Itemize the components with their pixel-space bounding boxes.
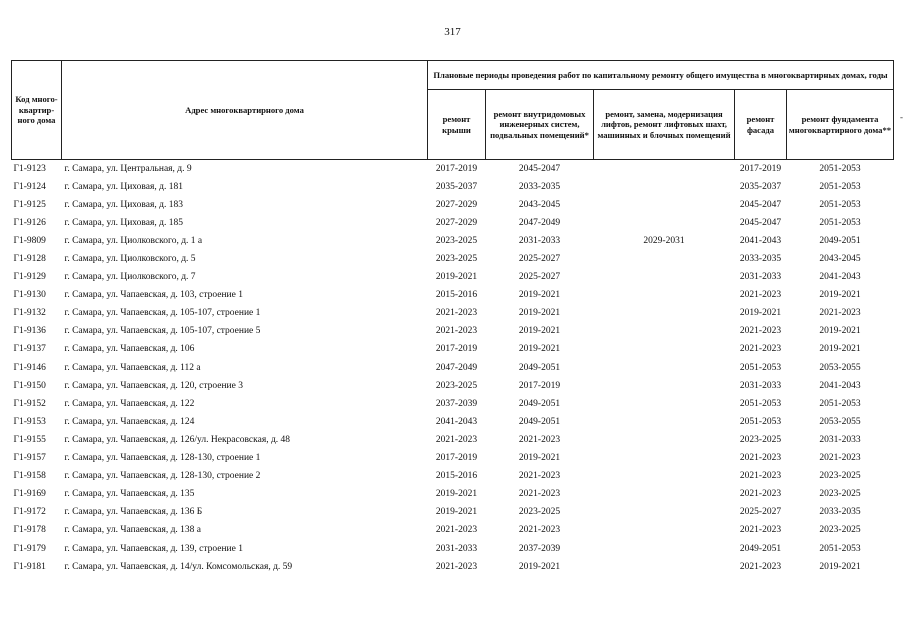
cell-address: г. Самара, ул. Чапаевская, д. 138 а: [64, 525, 201, 536]
header-facade: ремонт фасада: [735, 90, 787, 160]
cell-foundation: 2041-2043: [819, 272, 861, 283]
cell-roof: 2031-2033: [435, 543, 478, 554]
table-row: [12, 359, 894, 377]
table-row: [12, 413, 894, 431]
cell-address: г. Самара, ул. Чапаевская, д. 120, строение 3: [64, 380, 243, 391]
cell-code: Г1-9809: [13, 235, 46, 246]
cell-lifts: [594, 359, 735, 377]
cell-facade: 2045-2047: [739, 199, 782, 210]
cell-foundation: 2019-2021: [819, 326, 861, 337]
cell-foundation: 2031-2033: [819, 434, 861, 445]
table-row: [12, 214, 894, 232]
cell-facade: 2021-2023: [739, 344, 782, 355]
cell-roof: 2021-2023: [435, 326, 478, 337]
cell-systems: 2025-2027: [518, 272, 561, 283]
cell-lifts: [594, 504, 735, 522]
cell-facade: 2045-2047: [739, 217, 782, 228]
cell-systems: 2037-2039: [518, 543, 561, 554]
cell-address: г. Самара, ул. Циолковского, д. 7: [64, 272, 196, 283]
table-row: [12, 522, 894, 540]
cell-roof: 2019-2021: [435, 489, 478, 500]
cell-lifts: [594, 558, 735, 576]
cell-foundation: 2019-2021: [819, 561, 861, 572]
table-row: [12, 160, 894, 179]
cell-facade: 2051-2053: [739, 398, 782, 409]
header-periods: Плановые периоды проведения работ по капитальному ремонту общего имущества в многоквартирных домах, годы: [428, 61, 894, 90]
cell-address: г. Самара, ул. Чапаевская, д. 105-107, строение 5: [64, 326, 261, 337]
header-systems: ремонт внутридомовых инженерных систем, подвальных помещений*: [486, 90, 594, 160]
cell-facade: 2021-2023: [739, 489, 782, 500]
cell-lifts: 2029-2031: [643, 235, 685, 246]
cell-facade: 2025-2027: [739, 507, 782, 518]
cell-address: г. Самара, ул. Чапаевская, д. 124: [64, 416, 195, 427]
table-row: [12, 504, 894, 522]
cell-systems: 2031-2033: [518, 235, 561, 246]
cell-roof: 2041-2043: [435, 416, 478, 427]
cell-foundation: 2051-2053: [819, 217, 861, 228]
header-foundation: ремонт фундамента многоквартирного дома**: [787, 90, 894, 160]
cell-code: Г1-9137: [13, 344, 46, 355]
cell-roof: 2023-2025: [435, 235, 478, 246]
cell-code: Г1-9126: [13, 217, 46, 228]
cell-address: г. Самара, ул. Чапаевская, д. 112 а: [64, 362, 201, 373]
cell-foundation: 2043-2045: [819, 254, 861, 265]
cell-lifts: [594, 341, 735, 359]
cell-code: Г1-9178: [13, 525, 46, 536]
cell-systems: 2049-2051: [518, 362, 561, 373]
cell-code: Г1-9158: [13, 471, 46, 482]
cell-systems: 2019-2021: [518, 453, 561, 464]
cell-systems: 2047-2049: [518, 217, 561, 228]
cell-foundation: 2021-2023: [819, 453, 861, 464]
cell-lifts: [594, 196, 735, 214]
cell-systems: 2045-2047: [518, 163, 561, 174]
cell-lifts: [594, 160, 735, 179]
page-number: 317: [444, 26, 461, 38]
cell-roof: 2019-2021: [435, 507, 478, 518]
cell-code: Г1-9153: [13, 416, 46, 427]
cell-address: г. Самара, ул. Циховая, д. 183: [64, 199, 183, 210]
table-row: [12, 431, 894, 449]
cell-lifts: [594, 214, 735, 232]
cell-address: г. Самара, ул. Циховая, д. 185: [64, 217, 183, 228]
cell-roof: 2021-2023: [435, 561, 478, 572]
table-row: [12, 540, 894, 558]
table-row: [12, 287, 894, 305]
cell-code: Г1-9172: [13, 507, 46, 518]
cell-systems: 2019-2021: [518, 561, 561, 572]
cell-facade: 2021-2023: [739, 471, 782, 482]
cell-address: г. Самара, ул. Чапаевская, д. 126/ул. Некрасовская, д. 48: [64, 434, 291, 445]
cell-facade: 2033-2035: [739, 254, 782, 265]
cell-foundation: 2051-2053: [819, 181, 861, 192]
cell-roof: 2015-2016: [435, 290, 478, 301]
table-row: [12, 323, 894, 341]
cell-foundation: 2019-2021: [819, 290, 861, 301]
header-lifts: ремонт, замена, модернизация лифтов, ремонт лифтовых шахт, машинных и блочных помещений: [594, 90, 735, 160]
cell-foundation: 2041-2043: [819, 380, 861, 391]
cell-facade: 2035-2037: [739, 181, 782, 192]
header-code: Код много-квартир-ного дома: [12, 61, 62, 160]
cell-foundation: 2023-2025: [819, 489, 861, 500]
cell-foundation: 2019-2021: [819, 344, 861, 355]
cell-roof: 2023-2025: [435, 380, 478, 391]
cell-systems: 2019-2021: [518, 308, 561, 319]
cell-code: Г1-9169: [13, 489, 46, 500]
cell-lifts: [594, 486, 735, 504]
cell-facade: 2021-2023: [739, 561, 782, 572]
cell-address: г. Самара, ул. Чапаевская, д. 14/ул. Комсомольская, д. 59: [64, 561, 293, 572]
cell-roof: 2027-2029: [435, 217, 478, 228]
cell-roof: 2019-2021: [435, 272, 478, 283]
cell-code: Г1-9130: [13, 290, 46, 301]
cell-facade: 2021-2023: [739, 525, 782, 536]
cell-code: Г1-9132: [13, 308, 46, 319]
cell-address: г. Самара, ул. Чапаевская, д. 128-130, строение 1: [64, 453, 261, 464]
table-row: [12, 558, 894, 576]
cell-facade: 2049-2051: [739, 543, 782, 554]
cell-code: Г1-9123: [13, 163, 46, 174]
cell-lifts: [594, 323, 735, 341]
cell-code: Г1-9181: [13, 561, 46, 572]
cell-systems: 2021-2023: [518, 434, 561, 445]
cell-address: г. Самара, ул. Чапаевская, д. 106: [64, 344, 195, 355]
cell-address: г. Самара, ул. Чапаевская, д. 105-107, строение 1: [64, 308, 261, 319]
cell-lifts: [594, 431, 735, 449]
table-row: [12, 341, 894, 359]
table-row: [12, 395, 894, 413]
cell-lifts: [594, 540, 735, 558]
table-row: [12, 232, 894, 250]
cell-roof: 2021-2023: [435, 434, 478, 445]
cell-roof: 2027-2029: [435, 199, 478, 210]
cell-foundation: 2051-2053: [819, 543, 861, 554]
cell-systems: 2033-2035: [518, 181, 561, 192]
cell-foundation: 2053-2055: [819, 416, 861, 427]
header-roof: ремонт крыши: [428, 90, 486, 160]
table-row: [12, 305, 894, 323]
cell-roof: 2017-2019: [435, 344, 478, 355]
cell-lifts: [594, 468, 735, 486]
cell-roof: 2021-2023: [435, 308, 478, 319]
cell-systems: 2049-2051: [518, 416, 561, 427]
cell-lifts: [594, 305, 735, 323]
cell-roof: 2047-2049: [435, 362, 478, 373]
cell-roof: 2035-2037: [435, 181, 478, 192]
cell-facade: 2041-2043: [739, 235, 782, 246]
cell-address: г. Самара, ул. Чапаевская, д. 103, строение 1: [64, 290, 243, 301]
cell-lifts: [594, 450, 735, 468]
cell-facade: 2051-2053: [739, 416, 782, 427]
cell-address: г. Самара, ул. Чапаевская, д. 139, строение 1: [64, 543, 243, 554]
cell-address: г. Самара, ул. Циолковского, д. 1 а: [64, 235, 203, 246]
cell-foundation: 2023-2025: [819, 525, 861, 536]
cell-code: Г1-9150: [13, 380, 46, 391]
cell-lifts: [594, 395, 735, 413]
cell-facade: 2023-2025: [739, 434, 782, 445]
cell-address: г. Самара, ул. Чапаевская, д. 136 Б: [64, 507, 203, 518]
cell-foundation: 2053-2055: [819, 362, 861, 373]
cell-code: Г1-9124: [13, 181, 46, 192]
cell-address: г. Самара, ул. Чапаевская, д. 128-130, строение 2: [64, 471, 261, 482]
cell-facade: 2021-2023: [739, 453, 782, 464]
cell-lifts: [594, 413, 735, 431]
cell-systems: 2025-2027: [518, 254, 561, 265]
table-row: [12, 250, 894, 268]
cell-code: Г1-9152: [13, 398, 46, 409]
table-body: [12, 160, 894, 577]
cell-facade: 2019-2021: [739, 308, 782, 319]
cell-code: Г1-9157: [13, 453, 46, 464]
cell-foundation: 2023-2025: [819, 471, 861, 482]
header-address: Адрес многоквартирного дома: [62, 61, 428, 160]
cell-roof: 2015-2016: [435, 471, 478, 482]
cell-systems: 2019-2021: [518, 290, 561, 301]
cell-address: г. Самара, ул. Центральная, д. 9: [64, 163, 192, 174]
cell-foundation: 2051-2053: [819, 163, 861, 174]
cell-foundation: 2051-2053: [819, 398, 861, 409]
cell-foundation: 2051-2053: [819, 199, 861, 210]
cell-systems: 2021-2023: [518, 525, 561, 536]
cell-facade: 2031-2033: [739, 380, 782, 391]
cell-lifts: [594, 377, 735, 395]
cell-foundation: 2049-2051: [819, 235, 861, 246]
cell-address: г. Самара, ул. Чапаевская, д. 122: [64, 398, 195, 409]
cell-lifts: [594, 287, 735, 305]
table-row: [12, 450, 894, 468]
cell-roof: 2037-2039: [435, 398, 478, 409]
cell-facade: 2031-2033: [739, 272, 782, 283]
table-row: [12, 196, 894, 214]
cell-systems: 2019-2021: [518, 344, 561, 355]
cell-code: Г1-9129: [13, 272, 46, 283]
table-row: [12, 377, 894, 395]
table-row: [12, 486, 894, 504]
cell-systems: 2017-2019: [518, 380, 561, 391]
cell-facade: 2021-2023: [739, 290, 782, 301]
cell-foundation: 2033-2035: [819, 507, 861, 518]
table-row: [12, 178, 894, 196]
cell-code: Г1-9136: [13, 326, 46, 337]
cell-systems: 2019-2021: [518, 326, 561, 337]
cell-lifts: [594, 250, 735, 268]
cell-address: г. Самара, ул. Циолковского, д. 5: [64, 254, 196, 265]
cell-foundation: 2021-2023: [819, 308, 861, 319]
cell-code: Г1-9146: [13, 362, 46, 373]
cell-code: Г1-9125: [13, 199, 46, 210]
cell-roof: 2017-2019: [435, 453, 478, 464]
cell-systems: 2043-2045: [518, 199, 561, 210]
cell-systems: 2049-2051: [518, 398, 561, 409]
cell-code: Г1-9128: [13, 254, 46, 265]
cell-lifts: [594, 269, 735, 287]
cell-code: Г1-9179: [13, 543, 46, 554]
cell-systems: 2021-2023: [518, 489, 561, 500]
cell-facade: 2021-2023: [739, 326, 782, 337]
cell-roof: 2021-2023: [435, 525, 478, 536]
cell-code: Г1-9155: [13, 434, 46, 445]
cell-systems: 2021-2023: [518, 471, 561, 482]
cell-facade: 2017-2019: [739, 163, 782, 174]
margin-mark: -: [900, 112, 903, 122]
cell-lifts: [594, 522, 735, 540]
repair-schedule-table: [11, 60, 894, 576]
cell-lifts: [594, 178, 735, 196]
cell-facade: 2051-2053: [739, 362, 782, 373]
cell-address: г. Самара, ул. Циховая, д. 181: [64, 181, 183, 192]
table-row: [12, 468, 894, 486]
cell-systems: 2023-2025: [518, 507, 561, 518]
cell-roof: 2017-2019: [435, 163, 478, 174]
cell-roof: 2023-2025: [435, 254, 478, 265]
cell-address: г. Самара, ул. Чапаевская, д. 135: [64, 489, 195, 500]
table-row: [12, 269, 894, 287]
